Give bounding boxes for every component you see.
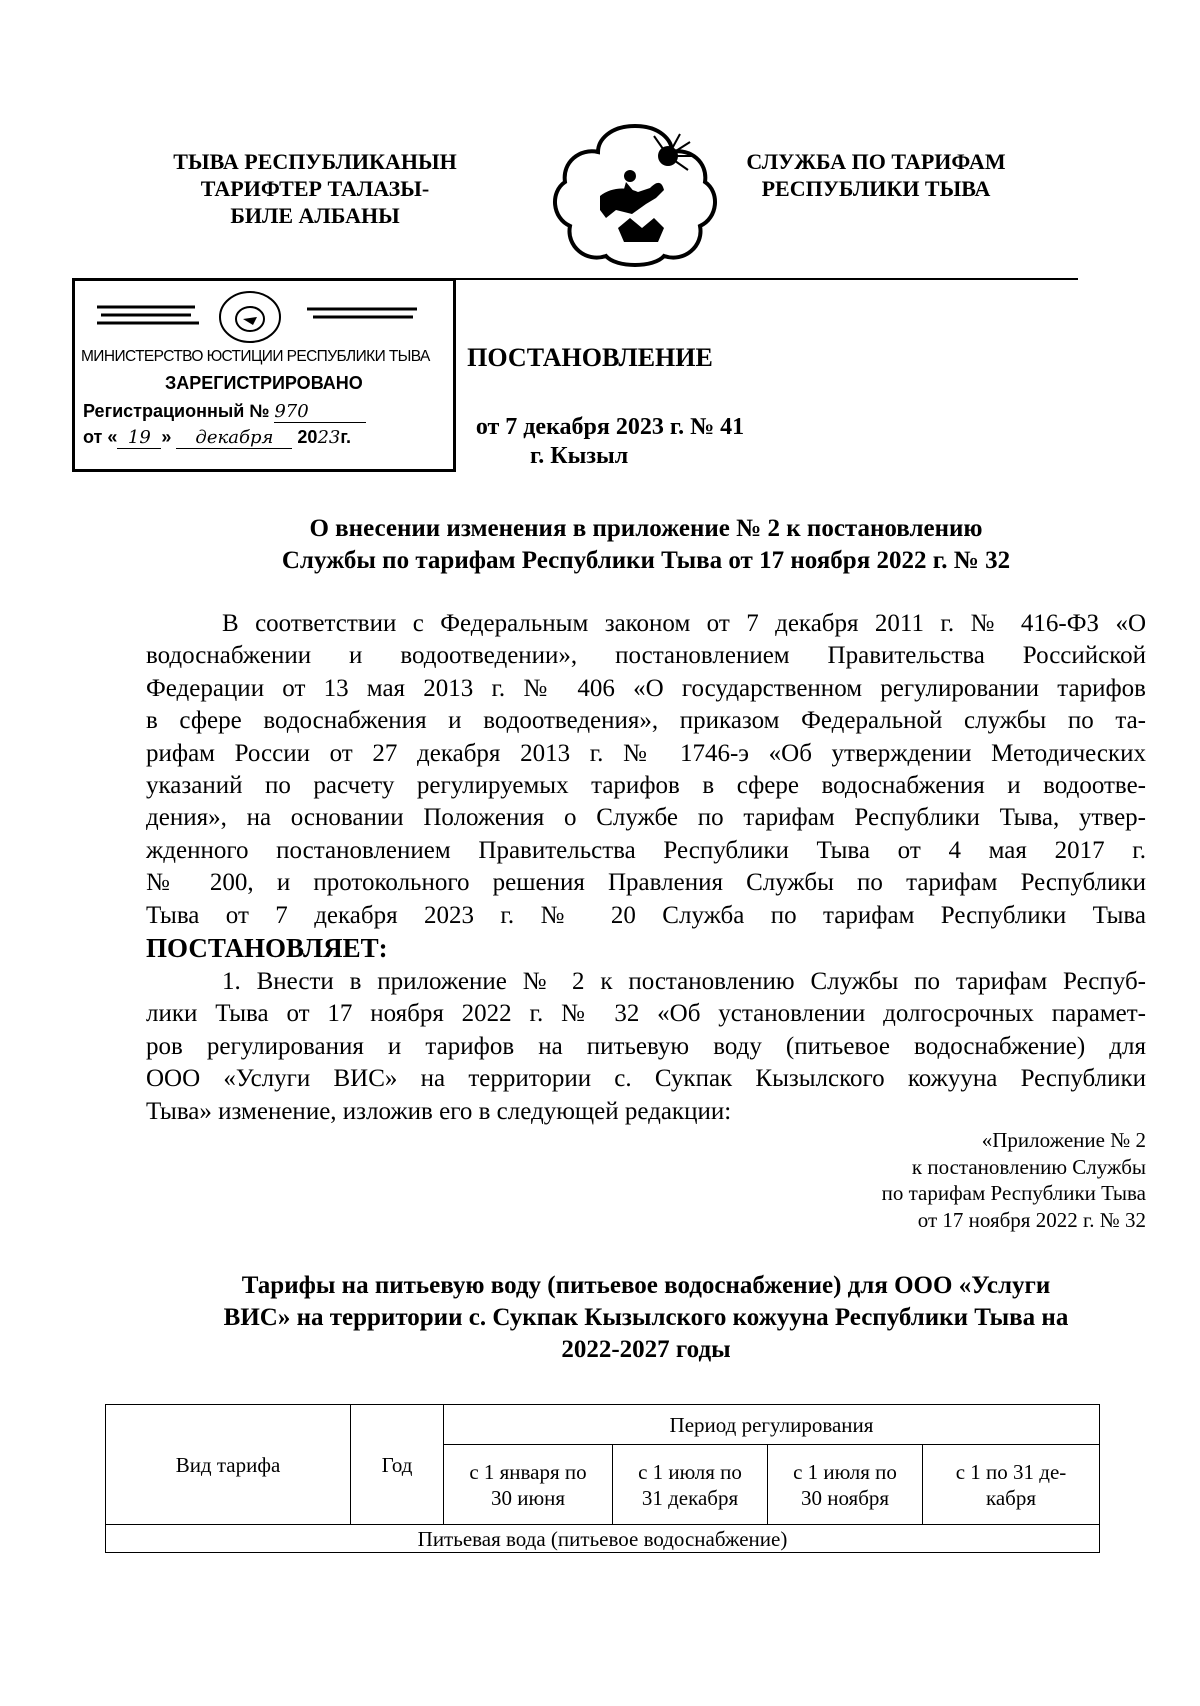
stamp-date-year-suffix: 23 xyxy=(317,427,341,448)
appendix-line-2: к постановлению Службы xyxy=(911,1154,1146,1179)
appendix-line-3: по тарифам Республики Тыва xyxy=(881,1181,1146,1205)
stamp-date-day: 19 xyxy=(117,427,161,449)
col-header-year-label: Год xyxy=(381,1452,413,1477)
period-1-line-1: с 1 января по xyxy=(469,1459,587,1484)
period-3 xyxy=(768,1445,923,1525)
col-header-period xyxy=(444,1405,1100,1445)
table-header-row-1 xyxy=(106,1405,1100,1445)
preamble-line-7: дения», на основании Положения о Службе по тарифам Республики Тыва, утвер- xyxy=(146,804,1146,832)
preamble-line-6: указаний по расчету регулируемых тарифов в сфере водоснабжения и водоотве- xyxy=(146,772,1146,800)
table-section-row xyxy=(106,1525,1100,1553)
col-header-period-label: Период регулирования xyxy=(669,1412,874,1437)
item1-line-3: ров регулирования и тарифов на питьевую воду (питьевое водоснабжение) для xyxy=(146,1032,1146,1060)
header-left-org xyxy=(150,148,480,229)
period-1 xyxy=(444,1445,613,1525)
stamp-decoration-left xyxy=(95,295,205,335)
period-3-line-2: 30 ноября xyxy=(800,1485,890,1510)
tuva-emblem-icon xyxy=(550,118,720,268)
preamble-line-5: рифам России от 27 декабря 2013 г. № 1746-э «Об утверждении Методических xyxy=(146,739,1146,767)
table-title-line-3: 2022-2027 годы xyxy=(561,1336,731,1363)
table-title-line-1: Тарифы на питьевую воду (питьевое водоснабжение) для ООО «Услуги xyxy=(241,1272,1051,1299)
stamp-ministry: МИНИСТЕРСТВО ЮСТИЦИИ РЕСПУБЛИКИ ТЫВА xyxy=(81,348,430,365)
period-2-line-1: с 1 июля по xyxy=(638,1459,742,1484)
period-4-line-2: кабря xyxy=(985,1485,1037,1510)
stamp-reg-label: Регистрационный № xyxy=(83,401,270,421)
preamble-line-1: В соответствии с Федеральным законом от 7 декабря 2011 г. № 416-ФЗ «О xyxy=(222,610,1146,637)
item1-line-5: Тыва» изменение, изложив его в следующей редакции: xyxy=(146,1097,732,1125)
period-2 xyxy=(613,1445,768,1525)
col-header-type-label: Вид тарифа xyxy=(175,1452,281,1477)
decree-city: г. Кызыл xyxy=(530,443,629,469)
decree-date-number: от 7 декабря 2023 г. № 41 xyxy=(475,414,745,440)
stamp-reg-number: 970 xyxy=(274,401,366,423)
header-left-line-2: ТАРИФТЕР ТАЛАЗЫ- xyxy=(200,176,430,201)
appendix-reference xyxy=(700,1127,1146,1233)
preamble-line-3: Федерации от 13 мая 2013 г. № 406 «О государственном регулировании тарифов xyxy=(146,674,1146,702)
preamble-paragraph xyxy=(146,608,1146,964)
preamble-line-8: жденного постановлением Правительства Республики Тыва от 4 мая 2017 г. xyxy=(146,836,1146,864)
stamp-reg-number-line xyxy=(83,401,366,423)
item-1-paragraph xyxy=(146,966,1146,1128)
stamp-date-mid: » xyxy=(161,427,172,447)
table-title-line-2: ВИС» на территории с. Сукпак Кызылского кожууна Республики Тыва на xyxy=(223,1304,1069,1331)
preamble-line-9: № 200, и протокольного решения Правления Службы по тарифам Республики xyxy=(146,869,1146,897)
header-left-line-1: ТЫВА РЕСПУБЛИКАНЫН xyxy=(173,149,457,174)
stamp-date-end: г. xyxy=(340,427,352,447)
item1-line-2: лики Тыва от 17 ноября 2022 г. № 32 «Об установлении долгосрочных парамет- xyxy=(146,1000,1146,1028)
registration-stamp xyxy=(72,278,456,472)
decree-title: ПОСТАНОВЛЕНИЕ xyxy=(467,343,713,372)
preamble-line-10: Тыва от 7 декабря 2023 г. № 20 Служба по тарифам Республики Тыва xyxy=(146,901,1146,929)
col-header-year xyxy=(351,1405,444,1525)
stamp-date-month: декабря xyxy=(176,427,292,449)
item1-line-4: ООО «Услуги ВИС» на территории с. Сукпак Кызылского кожууна Республики xyxy=(146,1065,1146,1093)
header-left-line-3: БИЛЕ АЛБАНЫ xyxy=(230,203,400,228)
appendix-line-4: от 17 ноября 2022 г. № 32 xyxy=(917,1207,1146,1232)
period-4-line-1: с 1 по 31 де- xyxy=(955,1459,1067,1484)
decree-subject xyxy=(146,513,1146,577)
header-right-line-1: СЛУЖБА ПО ТАРИФАМ xyxy=(746,149,1006,174)
period-2-line-2: 31 декабря xyxy=(641,1485,739,1510)
appendix-line-1: «Приложение № 2 xyxy=(981,1128,1146,1152)
period-4 xyxy=(923,1445,1100,1525)
period-1-line-2: 30 июня xyxy=(490,1485,566,1510)
preamble-line-2: водоснабжении и водоотведении», постановлением Правительства Российской xyxy=(146,642,1146,670)
period-3-line-1: с 1 июля по xyxy=(793,1459,897,1484)
stamp-date-prefix: от « xyxy=(83,427,118,447)
header-right-org xyxy=(716,148,1036,202)
subject-line-2: Службы по тарифам Республики Тыва от 17 ноября 2022 г. № 32 xyxy=(281,547,1011,574)
stamp-registered: ЗАРЕГИСТРИРОВАНО xyxy=(165,373,363,393)
section-row-label: Питьевая вода (питьевое водоснабжение) xyxy=(106,1525,1100,1553)
preamble-line-4: в сфере водоснабжения и водоотведения», приказом Федеральной службы по та- xyxy=(146,707,1146,735)
resolves-keyword: ПОСТАНОВЛЯЕТ: xyxy=(146,933,388,964)
header-right-line-2: РЕСПУБЛИКИ ТЫВА xyxy=(761,176,991,201)
stamp-decoration-right xyxy=(305,295,425,335)
stamp-reg-date-line xyxy=(83,427,351,449)
item1-line-1: 1. Внести в приложение № 2 к постановлению Службы по тарифам Респуб- xyxy=(222,968,1146,995)
stamp-date-year-prefix: 20 xyxy=(297,427,318,447)
table-title xyxy=(146,1270,1146,1366)
subject-line-1: О внесении изменения в приложение № 2 к постановлению xyxy=(309,515,983,542)
col-header-type xyxy=(106,1405,351,1525)
stamp-emblem-icon xyxy=(205,289,295,345)
tariff-table xyxy=(105,1404,1100,1553)
